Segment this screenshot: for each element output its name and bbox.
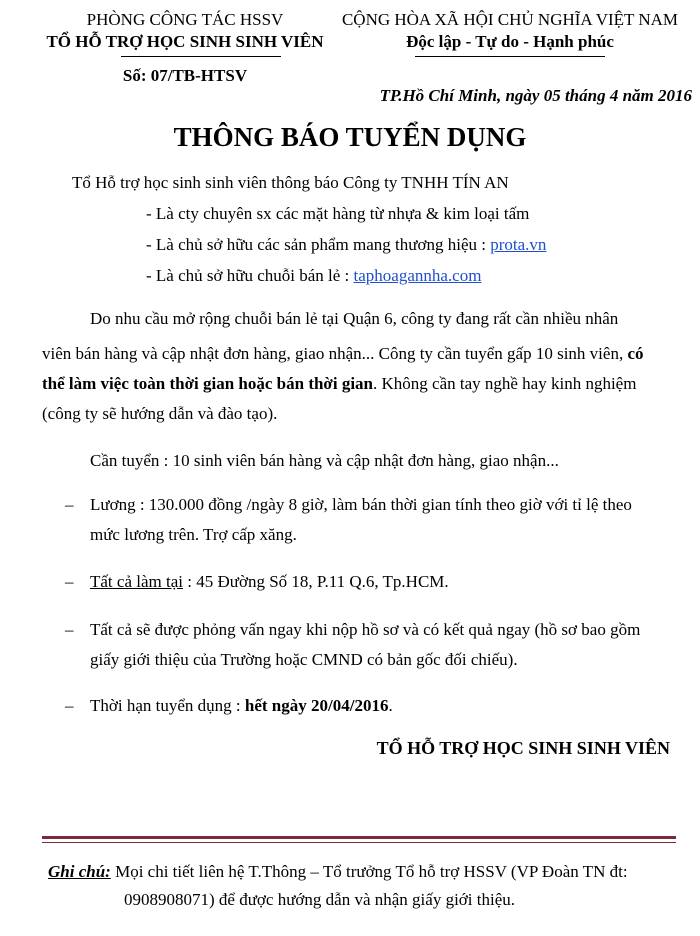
bullet-dash: – <box>65 696 74 715</box>
bullet-dash: – <box>65 495 74 514</box>
location-label: Tất cả làm tại <box>90 572 183 591</box>
deadline-end: . <box>388 696 393 715</box>
intro-bullet-retail <box>146 262 481 290</box>
paragraph-line-4: (công ty sẽ hướng dẫn và đào tạo). <box>42 404 278 423</box>
paragraph-line-3 <box>42 370 636 398</box>
org-unit: TỔ HỖ TRỢ HỌC SINH SINH VIÊN <box>46 32 324 51</box>
date-line: TP.Hồ Chí Minh, ngày 05 tháng 4 năm 2016 <box>379 86 692 105</box>
paragraph-line-3-bold: thể làm việc toàn thời gian hoặc bán thời gian <box>42 374 373 393</box>
bullet-dash: – <box>65 620 74 639</box>
signature-block: TỔ HỖ TRỢ HỌC SINH SINH VIÊN <box>376 738 670 758</box>
note-line-2: 0908908071) để được hướng dẫn và nhận giấy giới thiệu. <box>124 890 515 909</box>
paragraph-line-1: Do nhu cầu mở rộng chuỗi bán lẻ tại Quận 6, công ty đang rất cần nhiều nhân <box>90 309 619 328</box>
motto: Độc lập - Tự do - Hạnh phúc <box>406 32 614 51</box>
location-line <box>90 568 449 596</box>
footer-rule-thin <box>42 842 676 843</box>
hiring-need: Cần tuyển : 10 sinh viên bán hàng và cập nhật đơn hàng, giao nhận... <box>90 451 559 470</box>
bullet-dash: – <box>65 572 74 591</box>
paragraph-line-2 <box>42 340 643 368</box>
interview-line-2: giấy giới thiệu của Trường hoặc CMND có bản gốc đối chiếu). <box>90 650 518 669</box>
paragraph-line-3-text: . Không cần tay nghề hay kinh nghiệm <box>373 374 637 393</box>
retail-text: - Là chủ sở hữu chuỗi bán lẻ : <box>146 266 354 285</box>
location-value: : 45 Đường Số 18, P.11 Q.6, Tp.HCM. <box>182 572 449 591</box>
country-name: CỘNG HÒA XÃ HỘI CHỦ NGHĨA VIỆT NAM <box>341 10 679 29</box>
interview-line-1: Tất cả sẽ được phỏng vấn ngay khi nộp hồ sơ và có kết quả ngay (hồ sơ bao gồm <box>90 620 641 639</box>
intro-bullet-brand <box>146 231 546 259</box>
intro-lead: Tổ Hỗ trợ học sinh sinh viên thông báo Công ty TNHH TÍN AN <box>72 173 509 192</box>
paragraph-line-2-bold: có <box>627 344 644 363</box>
salary-line-1: Lương : 130.000 đồng /ngày 8 giờ, làm bán thời gian tính theo giờ với tỉ lệ theo <box>90 495 632 514</box>
brand-text: - Là chủ sở hữu các sản phẩm mang thương hiệu : <box>146 235 491 254</box>
page-title: THÔNG BÁO TUYỂN DỤNG <box>173 122 527 152</box>
org-underline <box>121 56 281 57</box>
deadline-line <box>90 692 393 720</box>
document-number: Số: 07/TB-HTSV <box>122 66 248 85</box>
intro-bullet-products: - Là cty chuyên sx các mặt hàng từ nhựa & kim loại tấm <box>146 204 530 223</box>
note-text: Mọi chi tiết liên hệ T.Thông – Tổ trưởng Tổ hỗ trợ HSSV (VP Đoàn TN đt: <box>110 862 628 881</box>
footer-rule-thick <box>42 836 676 839</box>
retail-link[interactable]: taphoagannha.com <box>353 266 482 285</box>
paragraph-line-2-text: viên bán hàng và cập nhật đơn hàng, giao nhận... Công ty cần tuyển gấp 10 sinh viên, <box>42 344 628 363</box>
note-label: Ghi chú: <box>48 862 111 881</box>
org-name: PHÒNG CÔNG TÁC HSSV <box>86 10 284 29</box>
brand-link[interactable]: prota.vn <box>490 235 547 254</box>
deadline-label: Thời hạn tuyển dụng : <box>90 696 245 715</box>
note-line-1 <box>48 858 628 886</box>
salary-line-2: mức lương trên. Trợ cấp xăng. <box>90 525 297 544</box>
motto-underline <box>415 56 605 57</box>
deadline-value: hết ngày 20/04/2016 <box>244 696 389 715</box>
